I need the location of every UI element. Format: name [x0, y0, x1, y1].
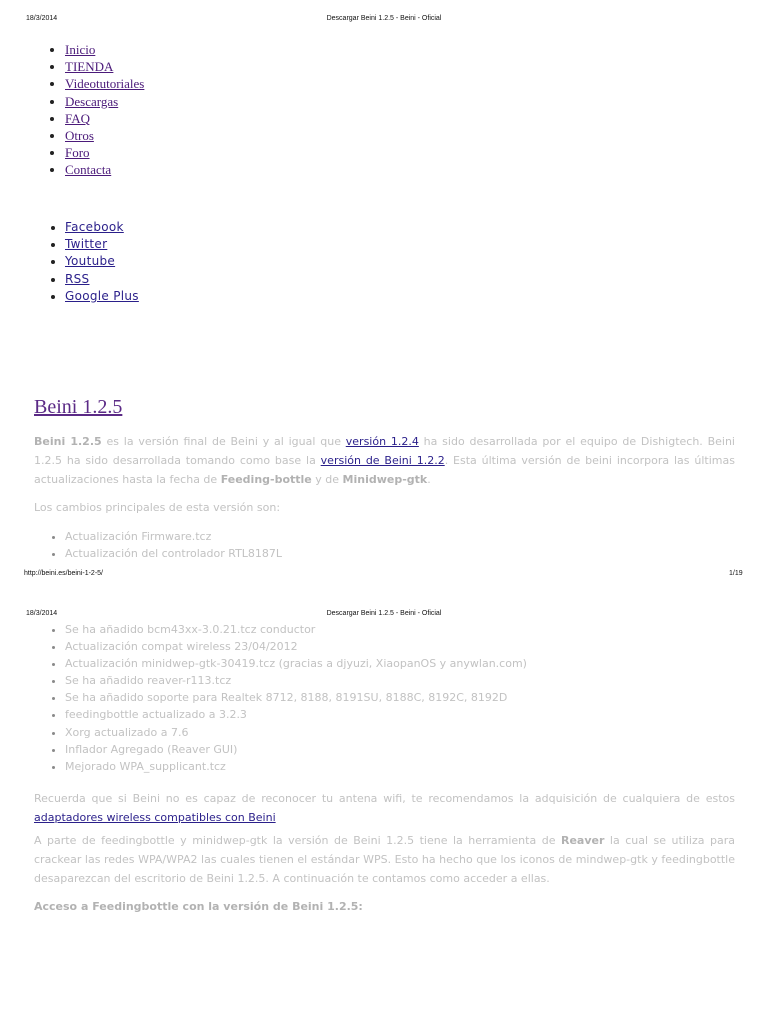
change-item: • Inflador Agregado (Reaver GUI): [65, 741, 527, 758]
print-page-number: 1/19: [729, 570, 743, 577]
changes-intro: Los cambios principales de esta versión son:: [34, 501, 281, 514]
nav-item[interactable]: [65, 144, 144, 161]
feeding-bottle-bold: Feeding-bottle: [220, 473, 312, 486]
print-date-page2: 18/3/2014: [26, 610, 58, 617]
intro-text-1: es la versión final de Beini y al igual que: [101, 435, 346, 448]
social-link-facebook[interactable]: Facebook: [65, 220, 124, 234]
nav-link-contacta[interactable]: Contacta: [65, 162, 112, 178]
change-item: • Actualización del controlador RTL8187L: [65, 545, 282, 562]
main-nav-list: [34, 41, 144, 179]
main-nav: [34, 41, 144, 179]
change-item: • Mejorado WPA_supplicant.tcz: [65, 758, 527, 775]
social-item[interactable]: [65, 271, 139, 288]
intro-paragraph: [34, 432, 735, 489]
nav-link-inicio[interactable]: Inicio: [65, 42, 96, 57]
nav-item[interactable]: [65, 58, 144, 75]
recommend-text: Recuerda que si Beini no es capaz de reconocer tu antena wifi, te recomendamos la adquisición de cualquiera de estos: [34, 792, 735, 805]
social-nav: [34, 219, 139, 305]
changes-list-page2: [34, 621, 527, 775]
intro-text-3: . Esta última versión de beini incorpora las últimas actualizaciones hasta la fecha de: [34, 454, 735, 486]
social-link-google-plus[interactable]: Google Plus: [65, 288, 139, 303]
social-item[interactable]: [65, 253, 139, 270]
nav-link-foro[interactable]: Foro: [65, 145, 90, 161]
social-nav-list: [34, 219, 139, 305]
nav-link-tienda[interactable]: TIENDA: [65, 59, 114, 75]
changes-list-page1: [34, 528, 282, 562]
nav-link-videotutoriales[interactable]: Videotutoriales: [65, 76, 145, 92]
print-page-title: Descargar Beini 1.2.5 - Beini - Oficial: [326, 15, 442, 22]
print-page-title-page2: Descargar Beini 1.2.5 - Beini - Oficial: [326, 610, 442, 617]
print-url: http://beini.es/beini-1-2-5/: [24, 570, 103, 577]
reaver-text-1: A parte de feedingbottle y minidwep-gtk la versión de Beini 1.2.5 tiene la herramienta de: [34, 834, 561, 847]
reaver-paragraph: [34, 831, 735, 888]
change-item: • Actualización compat wireless 23/04/2012: [65, 638, 527, 655]
recommend-paragraph: [34, 789, 735, 827]
nav-link-descargas[interactable]: Descargas: [65, 93, 119, 109]
reaver-text-2: la cual se utiliza para crackear las redes WPA/WPA2 las cuales tienen el estándar WPS. Esto ha hecho que los iconos de mindwep-gtk y feedingbottle desaparezcan del escritorio de Beini 1.2.5. A continuación te contamos como acceder a ellas.: [34, 834, 735, 885]
intro-text-2: ha sido desarrollada por el equipo de Dishigtech. Beini 1.2.5 ha sido desarrollada tomando como base la: [34, 435, 735, 467]
nav-item[interactable]: [65, 93, 144, 110]
nav-item[interactable]: [65, 127, 144, 144]
link-version-122[interactable]: versión de Beini 1.2.2: [320, 454, 445, 467]
beini-bold: Beini 1.2.5: [34, 435, 102, 448]
nav-item[interactable]: [65, 75, 144, 92]
change-item: • Actualización minidwep-gtk-30419.tcz (gracias a djyuzi, XiaopanOS y anywlan.com): [65, 655, 527, 672]
subheading-bold: Acceso a Feedingbottle con la versión de Beini 1.2.5:: [34, 900, 363, 913]
nav-item[interactable]: [65, 41, 144, 58]
change-item: • Xorg actualizado a 7.6: [65, 724, 527, 741]
change-item: • Se ha añadido bcm43xx-3.0.21.tcz conductor: [65, 621, 527, 638]
change-item: • Actualización Firmware.tcz: [65, 528, 282, 545]
nav-link-faq[interactable]: FAQ: [65, 110, 91, 126]
social-item[interactable]: [65, 236, 139, 253]
change-item: • Se ha añadido reaver-r113.tcz: [65, 672, 527, 689]
minidwep-bold: Minidwep-gtk: [342, 473, 428, 486]
intro-text-4: y de: [311, 473, 343, 486]
change-item: • Se ha añadido soporte para Realtek 8712, 8188, 8191SU, 8188C, 8192C, 8192D: [65, 689, 527, 706]
change-item: • feedingbottle actualizado a 3.2.3: [65, 706, 527, 723]
nav-link-otros[interactable]: Otros: [65, 127, 94, 143]
article-title[interactable]: Beini 1.2.5: [34, 396, 123, 418]
link-version-124[interactable]: versión 1.2.4: [345, 435, 419, 448]
reaver-bold: Reaver: [560, 834, 605, 847]
social-link-rss[interactable]: RSS: [65, 271, 90, 286]
article-title-wrap: [34, 396, 122, 419]
feedingbottle-subheading: [34, 897, 363, 916]
link-compatible-adapters[interactable]: adaptadores wireless compatibles con Beini: [34, 811, 276, 824]
social-link-twitter[interactable]: Twitter: [65, 237, 108, 252]
nav-item[interactable]: [65, 161, 144, 178]
social-item[interactable]: [65, 288, 139, 305]
print-date: 18/3/2014: [26, 15, 58, 22]
intro-text-5: .: [427, 473, 431, 486]
nav-item[interactable]: [65, 110, 144, 127]
social-link-youtube[interactable]: Youtube: [65, 254, 116, 269]
social-item[interactable]: [65, 219, 139, 236]
